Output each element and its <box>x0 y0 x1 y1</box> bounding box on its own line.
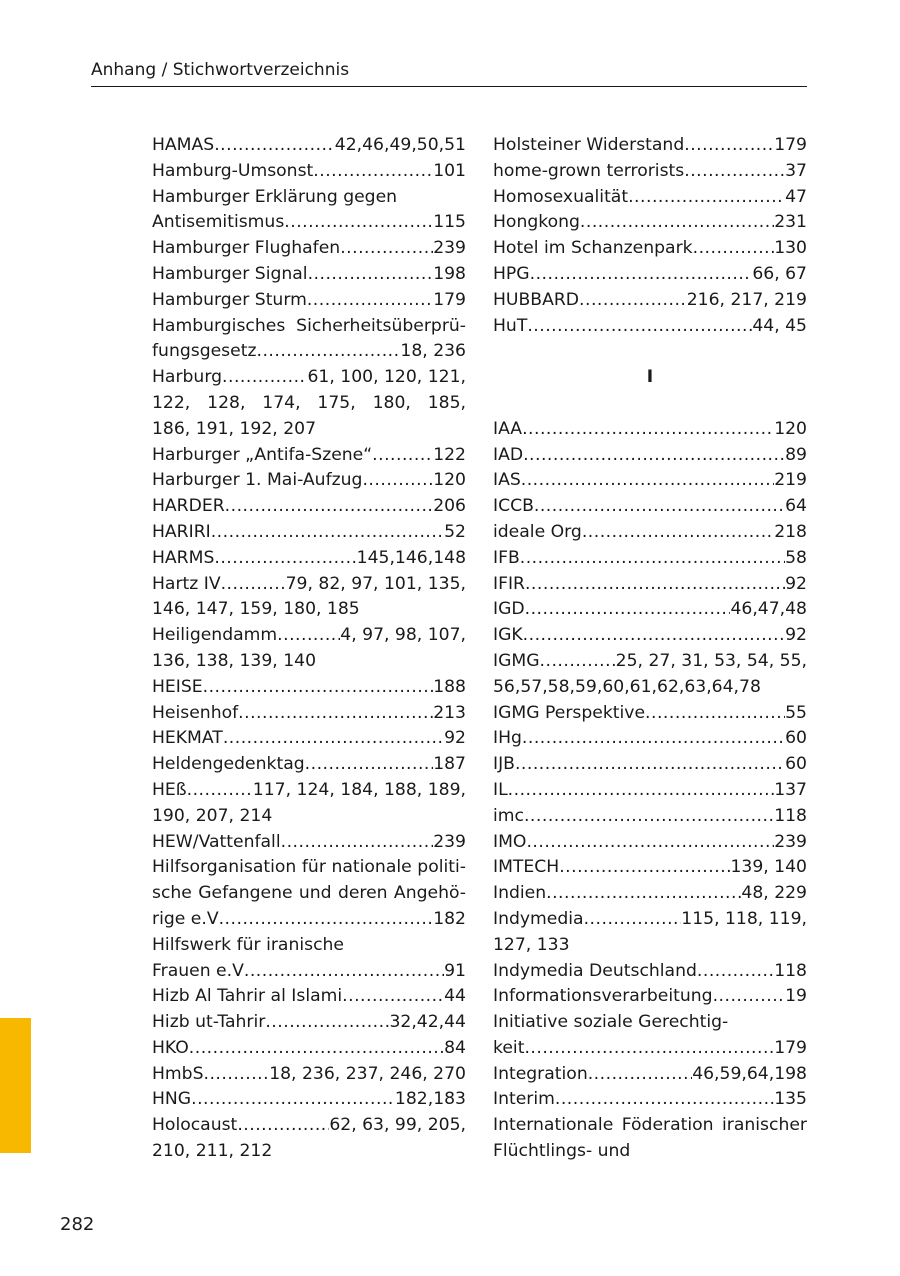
index-entry <box>493 597 807 623</box>
index-term: Frauen e.V <box>152 960 244 981</box>
index-entry <box>152 1036 466 1062</box>
dot-leader <box>684 133 774 159</box>
index-entry <box>152 365 466 391</box>
index-term: Heiligendamm <box>152 625 278 646</box>
index-pages: 239 <box>433 238 466 259</box>
index-continuation: Hilfswerk für iranische <box>152 934 344 955</box>
index-pages: 19 <box>785 986 807 1007</box>
index-continuation: sche Gefangene und deren Angehö- <box>152 883 466 904</box>
index-pages: 32,42,44 <box>389 1012 466 1033</box>
dot-leader <box>579 288 687 314</box>
index-entry <box>493 572 807 598</box>
dot-leader <box>342 984 444 1010</box>
index-entry <box>493 185 807 211</box>
index-term: Hartz IV <box>152 573 221 594</box>
index-entry <box>493 907 807 933</box>
index-entry <box>493 494 807 520</box>
index-entry <box>493 159 807 185</box>
dot-leader <box>191 1087 395 1113</box>
index-term: HNG <box>152 1089 192 1110</box>
index-pages: 79, 82, 97, 101, 135, <box>285 573 466 594</box>
index-term: Hamburger Flughafen <box>152 238 341 259</box>
dot-leader <box>525 572 785 598</box>
index-entry <box>152 907 466 933</box>
index-pages: 213 <box>433 702 466 723</box>
dot-leader <box>244 959 444 985</box>
index-pages: 206 <box>433 496 466 517</box>
index-pages: 120 <box>433 470 466 491</box>
index-term: ICCB <box>493 496 534 517</box>
index-continuation: Initiative soziale Gerechtig- <box>493 1012 729 1033</box>
index-pages: 91 <box>444 960 466 981</box>
index-pages: 47 <box>785 186 807 207</box>
dot-leader <box>219 907 434 933</box>
index-pages: 92 <box>785 625 807 646</box>
index-term: IFIR <box>493 573 525 594</box>
dot-leader <box>684 159 785 185</box>
index-term: IMTECH <box>493 857 560 878</box>
index-entry <box>493 752 807 778</box>
index-pages: 115, 118, 119, <box>681 908 807 929</box>
index-pages: 130 <box>774 238 807 259</box>
dot-leader <box>221 572 286 598</box>
index-entry <box>152 520 466 546</box>
index-entry <box>493 1062 807 1088</box>
dot-leader <box>559 855 730 881</box>
index-entry <box>152 1062 466 1088</box>
index-pages: 101 <box>433 160 466 181</box>
index-pages: 52 <box>444 521 466 542</box>
dot-leader <box>523 443 785 469</box>
index-entry <box>152 701 466 727</box>
index-term: Holsteiner Widerstand <box>493 135 685 155</box>
index-entry <box>493 804 807 830</box>
dot-leader <box>546 881 741 907</box>
index-pages: 179 <box>774 135 807 155</box>
dot-leader <box>534 494 785 520</box>
index-term: HEISE <box>152 676 203 697</box>
index-term: home-grown terrorists <box>493 160 685 181</box>
index-entry <box>152 959 466 985</box>
dot-leader <box>515 752 785 778</box>
index-term: Hamburg-Umsonst <box>152 160 314 181</box>
index-pages: 18, 236 <box>400 341 466 362</box>
index-entry <box>493 262 807 288</box>
dot-leader <box>237 1113 329 1139</box>
index-term: Indien <box>493 883 547 904</box>
index-term: IHg <box>493 728 522 749</box>
index-term: HEW/Vattenfall <box>152 831 281 852</box>
index-entry <box>152 1010 466 1036</box>
index-pages: 62, 63, 99, 205, <box>329 1115 466 1136</box>
index-pages: 231 <box>774 212 807 233</box>
index-term: Antisemitismus <box>152 212 285 233</box>
index-entry <box>152 984 466 1010</box>
index-entry <box>152 830 466 856</box>
index-pages: 218 <box>774 521 807 542</box>
index-pages: 179 <box>433 289 466 310</box>
header-title: Anhang / Stichwortverzeichnis <box>91 60 350 80</box>
index-pages: 46,59,64,198 <box>692 1063 807 1084</box>
index-continuation: 136, 138, 139, 140 <box>152 650 317 671</box>
dot-leader <box>582 520 774 546</box>
index-entry <box>152 1087 466 1113</box>
dot-leader <box>284 210 433 236</box>
index-entry <box>493 288 807 314</box>
index-term: Harburg <box>152 367 223 388</box>
index-entry <box>152 1113 466 1139</box>
dot-leader <box>524 1036 774 1062</box>
index-term: IAA <box>493 418 523 439</box>
index-entry <box>493 314 807 340</box>
dot-leader <box>340 236 433 262</box>
index-pages: 44, 45 <box>752 315 807 336</box>
index-entry <box>493 133 807 159</box>
index-term: HKO <box>152 1037 189 1058</box>
index-term: HuT <box>493 315 528 336</box>
index-entry <box>152 288 466 314</box>
index-entry <box>493 520 807 546</box>
dot-leader <box>526 830 774 856</box>
index-term: HUBBARD <box>493 289 580 310</box>
dot-leader <box>628 185 785 211</box>
index-term: Homosexualität <box>493 186 629 207</box>
index-term: Hizb Al Tahrir al Islami <box>152 986 343 1007</box>
dot-leader <box>555 1087 774 1113</box>
index-entry <box>152 262 466 288</box>
index-pages: 4, 97, 98, 107, <box>340 625 466 646</box>
index-entry <box>493 881 807 907</box>
index-term: ideale Org <box>493 521 582 542</box>
index-term: IGD <box>493 599 525 620</box>
index-continuation: 127, 133 <box>493 934 570 955</box>
index-continuation: 210, 211, 212 <box>152 1141 273 1162</box>
index-continuation: Hilfsorganisation für nationale politi- <box>152 857 466 878</box>
dot-leader <box>520 546 785 572</box>
index-pages: 135 <box>774 1089 807 1110</box>
dot-leader <box>187 778 253 804</box>
index-entry <box>493 417 807 443</box>
index-pages: 37 <box>785 160 807 181</box>
index-term: Interim <box>493 1089 555 1110</box>
dot-leader <box>313 159 433 185</box>
dot-leader <box>580 210 774 236</box>
index-pages: 48, 229 <box>741 883 807 904</box>
dot-leader <box>588 1062 692 1088</box>
index-pages: 60 <box>785 728 807 749</box>
index-term: IGMG <box>493 650 540 671</box>
index-pages: 92 <box>785 573 807 594</box>
index-term: Indymedia <box>493 908 584 929</box>
dot-leader <box>372 443 433 469</box>
index-pages: 187 <box>433 754 466 775</box>
index-term: fungsgesetz <box>152 341 257 362</box>
index-term: IAS <box>493 470 521 491</box>
index-term: IMO <box>493 831 527 852</box>
index-continuation: Internationale Föderation iranischer <box>493 1115 807 1136</box>
index-term: Hizb ut-Tahrir <box>152 1012 266 1033</box>
index-term: HARMS <box>152 547 215 568</box>
index-term: Hongkong <box>493 212 580 233</box>
index-pages: 179 <box>774 1037 807 1058</box>
index-entry <box>493 855 807 881</box>
index-continuation: 186, 191, 192, 207 <box>152 418 317 439</box>
index-term: HEß <box>152 779 187 800</box>
index-entry <box>152 778 466 804</box>
index-entry <box>152 675 466 701</box>
index-entry <box>152 133 466 159</box>
index-entry <box>493 726 807 752</box>
index-continuation: Hamburger Erklärung gegen <box>152 186 398 207</box>
index-entry <box>152 726 466 752</box>
dot-leader <box>308 262 434 288</box>
index-entry <box>152 443 466 469</box>
index-entry <box>493 984 807 1010</box>
index-entry <box>493 623 807 649</box>
dot-leader <box>214 133 335 159</box>
index-entry <box>152 468 466 494</box>
index-pages: 182 <box>433 908 466 929</box>
dot-leader <box>256 339 400 365</box>
index-entry <box>152 623 466 649</box>
blank-line <box>493 391 807 417</box>
dot-leader <box>204 1062 270 1088</box>
dot-leader <box>584 907 682 933</box>
index-term: HEKMAT <box>152 728 223 749</box>
index-entry <box>152 236 466 262</box>
index-term: Informationsverarbeitung <box>493 986 713 1007</box>
index-entry <box>493 1036 807 1062</box>
dot-leader <box>530 262 753 288</box>
index-pages: 46,47,48 <box>730 599 807 620</box>
dot-leader <box>223 726 444 752</box>
dot-leader <box>238 701 433 727</box>
index-pages: 66, 67 <box>752 263 807 284</box>
index-column-left <box>152 133 466 1165</box>
index-term: imc <box>493 805 524 826</box>
index-term: HARIRI <box>152 521 211 542</box>
index-entry <box>152 752 466 778</box>
index-pages: 219 <box>774 470 807 491</box>
index-entry <box>493 546 807 572</box>
index-pages: 18, 236, 237, 246, 270 <box>269 1063 466 1084</box>
index-term: IJB <box>493 754 515 775</box>
dot-leader <box>523 623 785 649</box>
dot-leader <box>697 959 774 985</box>
dot-leader <box>214 546 356 572</box>
index-pages: 58 <box>785 547 807 568</box>
dot-leader <box>645 701 785 727</box>
section-letter: I <box>646 367 654 388</box>
index-term: Hotel im Schanzenpark <box>493 238 693 259</box>
index-entry <box>493 236 807 262</box>
index-pages: 198 <box>433 263 466 284</box>
dot-leader <box>508 778 775 804</box>
chapter-thumb-tab <box>0 1018 31 1153</box>
index-term: IAD <box>493 444 524 465</box>
index-term: keit <box>493 1037 525 1058</box>
index-entry <box>493 830 807 856</box>
index-pages: 118 <box>774 805 807 826</box>
index-entry <box>493 443 807 469</box>
dot-leader <box>189 1036 444 1062</box>
index-pages: 44 <box>444 986 466 1007</box>
index-term: rige e.V <box>152 908 219 929</box>
index-continuation: Flüchtlings- und <box>493 1141 631 1162</box>
index-pages: 239 <box>433 831 466 852</box>
index-pages: 55 <box>785 702 807 723</box>
dot-leader <box>203 675 434 701</box>
dot-leader <box>540 649 616 675</box>
index-term: Harburger „Antifa-Szene“ <box>152 444 373 465</box>
dot-leader <box>307 288 433 314</box>
index-entry <box>152 210 466 236</box>
index-pages: 84 <box>444 1037 466 1058</box>
index-term: Holocaust <box>152 1115 238 1136</box>
index-pages: 139, 140 <box>730 857 807 878</box>
index-pages: 216, 217, 219 <box>686 289 807 310</box>
index-term: Integration <box>493 1063 588 1084</box>
index-term: Harburger 1. Mai-Aufzug <box>152 470 363 491</box>
index-entry <box>493 1087 807 1113</box>
dot-leader <box>222 365 307 391</box>
dot-leader <box>277 623 340 649</box>
index-pages: 89 <box>785 444 807 465</box>
index-term: Hamburger Sturm <box>152 289 307 310</box>
index-pages: 25, 27, 31, 53, 54, 55, <box>615 650 807 671</box>
dot-leader <box>362 468 433 494</box>
index-term: Hamburger Signal <box>152 263 308 284</box>
running-header <box>91 58 807 87</box>
index-term: Heisenhof <box>152 702 239 723</box>
index-term: IGMG Perspektive <box>493 702 646 723</box>
index-pages: 120 <box>774 418 807 439</box>
index-pages: 115 <box>433 212 466 233</box>
dot-leader <box>693 236 775 262</box>
index-pages: 61, 100, 120, 121, <box>307 367 466 388</box>
index-continuation: Hamburgisches Sicherheitsüberprü- <box>152 315 466 336</box>
dot-leader <box>305 752 434 778</box>
index-entry <box>152 546 466 572</box>
index-entry <box>152 339 466 365</box>
index-term: HARDER <box>152 496 225 517</box>
index-entry <box>152 494 466 520</box>
index-pages: 42,46,49,50,51 <box>334 135 466 155</box>
index-column-right <box>493 133 807 1165</box>
index-continuation: 146, 147, 159, 180, 185 <box>152 599 360 620</box>
index-term: Heldengedenktag <box>152 754 305 775</box>
page-number: 282 <box>60 1214 95 1235</box>
index-pages: 239 <box>774 831 807 852</box>
index-pages: 145,146,148 <box>356 547 466 568</box>
index-term: HmbS <box>152 1063 204 1084</box>
index-entry <box>493 778 807 804</box>
dot-leader <box>522 417 774 443</box>
dot-leader <box>522 726 785 752</box>
index-entry <box>493 649 807 675</box>
index-term: HPG <box>493 263 530 284</box>
index-entry <box>493 210 807 236</box>
index-term: IL <box>493 779 508 800</box>
dot-leader <box>521 468 774 494</box>
index-pages: 122 <box>433 444 466 465</box>
index-pages: 64 <box>785 496 807 517</box>
index-entry <box>152 159 466 185</box>
dot-leader <box>211 520 444 546</box>
dot-leader <box>265 1010 389 1036</box>
dot-leader <box>524 804 774 830</box>
index-continuation: 122, 128, 174, 175, 180, 185, <box>152 392 466 413</box>
index-entry <box>493 959 807 985</box>
blank-line <box>493 339 807 365</box>
index-continuation: 190, 207, 214 <box>152 805 273 826</box>
index-continuation: 56,57,58,59,60,61,62,63,64,78 <box>493 676 761 697</box>
index-pages: 137 <box>774 779 807 800</box>
index-pages: 117, 124, 184, 188, 189, <box>252 779 466 800</box>
index-term: Indymedia Deutschland <box>493 960 697 981</box>
index-term: HAMAS <box>152 135 215 155</box>
index-entry <box>493 701 807 727</box>
index-pages: 118 <box>774 960 807 981</box>
index-term: IFB <box>493 547 520 568</box>
dot-leader <box>713 984 786 1010</box>
index-pages: 188 <box>433 676 466 697</box>
index-pages: 182,183 <box>394 1089 466 1110</box>
index-pages: 60 <box>785 754 807 775</box>
dot-leader <box>281 830 434 856</box>
index-entry <box>152 572 466 598</box>
index-entry <box>493 468 807 494</box>
index-term: IGK <box>493 625 523 646</box>
dot-leader <box>525 597 731 623</box>
dot-leader <box>527 314 752 340</box>
dot-leader <box>225 494 434 520</box>
index-pages: 92 <box>444 728 466 749</box>
